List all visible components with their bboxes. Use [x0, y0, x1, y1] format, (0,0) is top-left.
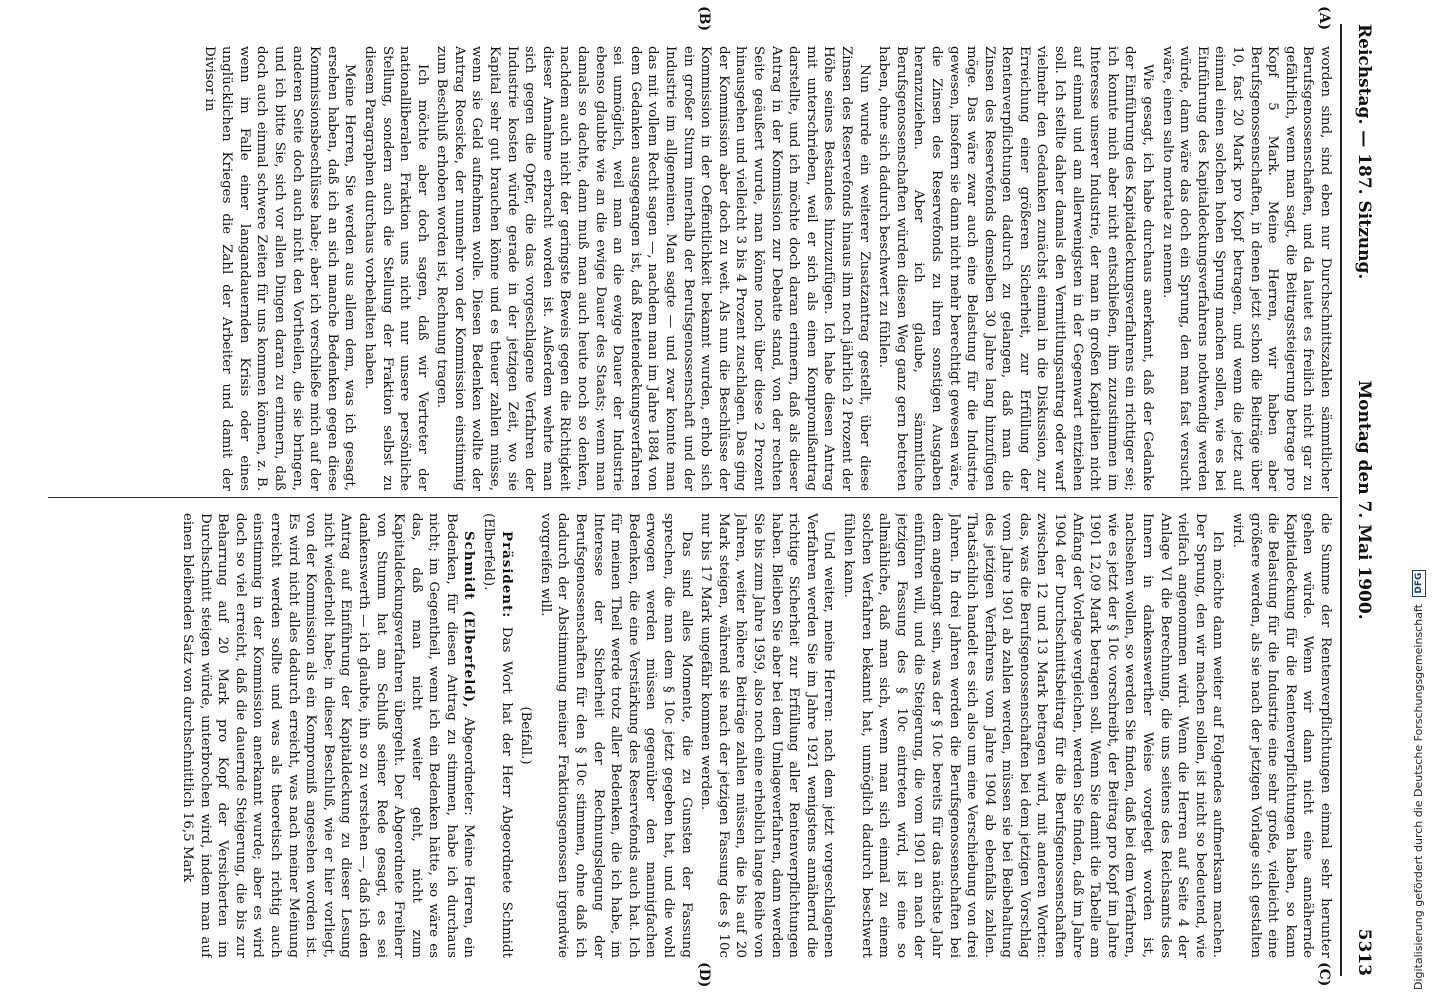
header-page-number: 5313 [1354, 928, 1374, 976]
header-rule [1340, 24, 1342, 976]
page-header [1344, 24, 1384, 976]
paragraph: Wie gesagt, ich habe durchaus anerkannt, daß der Gedanke der Einführung des Kapitaldeckungsverfahrens ein richtiger sei; ich konnte mich aber nicht entschließen, ihm zuzustimmen im Interesse unserer Industrie, der man in großen Kapitalien nicht auf einmal und am allerwenigsten in der Gegenwart entziehen soll. Ich stellte daher damals den Vermittlungsantrag oder warf vielmehr den Gedanken zunächst einmal in die Diskussion, zur Erreichung einer größeren Sicherheit, zur Erfüllung der Rentenverpflichtungen dadurch zu gelangen, daß man die Zinsen des Reservefonds demselben 30 Jahre lang hinzufügen möge. Das wäre zwar auch eine Belastung für die Industrie gewesen, insofern sie dann nicht mehr berechtigt gewesen wäre, die Zinsen des Reservefonds zu ihren sonstigen Ausgaben heranzuziehen. Aber ich glaube, sämmtliche Berufsgenossenschaften würden diesen Weg ganz gern betreten haben, ohne sich dadurch beschwert zu fühlen. [876, 46, 1156, 491]
speaker-name: Schmidt (Elberfeld), [461, 531, 478, 709]
paragraph: Nun wurde ein weiterer Zusatzantrag gestellt, über diese Zinsen des Reservefonds hinaus ihm noch jährlich 2 Prozent der Höhe seines Bestandes hinzuzufügen. Ich habe diesen Antrag mit unterschrieben, weil er sich als einen Kompromißantrag darstellte, und ich möchte doch daran erinnern, daß als dieser Antrag in der Kommission zur Debatte stand, von der rechten Seite geäußert wurde, man könne noch über diese 2 Prozent hinausgehen und vielleicht 3 bis 4 Prozent zuschlagen. Das ging der Kommission aber doch zu weit. Als nun die Beschlüsse der Kommission in der Oeffentlichkeit bekannt wurden, erhob sich ein großer Sturm innerhalb der Berufsgenossenschaft und der Industrie im allgemeinen. Man sagte — und zwar konnte man das mit vollem Recht sagen —, nachdem man im Jahre 1884 von dem Gedanken ausgegangen ist, daß Rentendeckungsverfahren sei unmöglich, weil man an die ewige Dauer der Industrie ebenso glaubte wie an die ewige Dauer des Staats; wenn man damals so dachte, dann muß man auch heute noch so denken, nachdem auch nicht der geringste Beweis gegen die Richtigkeit dieser Annahme erbracht worden ist. Außerdem wehrte man sich gegen die Opfer, die das vorgeschlagene Verfahren der Industrie kosten würde gerade in der jetzigen Zeit, wo sie Kapital sehr gut brauchen könne und es theuer zahlen müsse, wenn sie Geld aufnehmen wolle. Diesen Bedenken wollte der Antrag Roesicke, der nunmehr von der Kommission einstimmig zum Beschluß erhoben worden ist, Rechnung tragen. [434, 46, 872, 491]
paragraph: Das sind alles Momente, die zu Gunsten der Fassung sprechen, die man dem § 10c jetzt gegeben hat, und die wohl erwogen werden müssen gegenüber den mannigfachen Bedenken, die eine Verstärkung des Reservefonds auch hat. Ich für meinen Theil werde trotz aller Bedenken, die ich habe, im Interesse der Sicherheit der Rechnungslegung der Berufsgenossenschaften für den § 10c stimmen, ohne daß ich dadurch der Abstimmung meiner Fraktionsgenossen irgendwie vorgreifen will. [537, 513, 694, 958]
dfg-logo-icon: DFG [1412, 570, 1426, 597]
paragraph: Und weiter, meine Herren: nach dem jetzt vorgeschlagenen Verfahren werden Sie im Jahre 1921 wenigstens annähernd die richtige Sicherheit zur Erfüllung aller Rentenverpflichtungen haben. Bleiben Sie aber bei dem Umlageverfahren, dann werden Sie bis zum Jahre 1959, also noch eine erheblich lange Reihe von Jahren, weiter höhere Beiträge zahlen müssen, die bis auf 20 Mark steigen, während sie nach der jetzigen Fassung des § 10c nur bis 17 Mark ungefähr kommen werden. [698, 513, 837, 958]
left-column [49, 46, 1334, 491]
margin-mark-b: (B) [696, 6, 712, 32]
margin-mark-c: (C) [1316, 962, 1332, 987]
applause-note: (Beifall.) [518, 706, 534, 765]
margin-mark-d: (D) [696, 962, 712, 988]
header-date: Montag den 7. Mai 1900. [1354, 380, 1374, 620]
president-statement: Präsident: Das Wort hat der Herr Abgeordnete Schmidt (Elberfeld). [481, 513, 515, 958]
speaker-statement: Schmidt (Elberfeld), Abgeordneter: Meine Herren, ein Bedenken, für diesen Antrag zu stimmen, habe ich durchaus nicht; im Gegentheil, wenn ich ein Bedenken hätte, so wäre es das, daß man nicht weiter geht, nicht zum Kapitaldeckungsverfahren übergeht. Der Abgeordnete Freiherr von Stumm hat am Schluß seiner Rede gesagt, es sei dankenswerth — ich glaubte, ihn so zu verstehen —, daß ich den Antrag auf Einführung der Kapitaldeckung zu dieser Lesung nicht wiederholt habe; in dieser Beschluß, wie er hier vorliegt, von der Kommission als ein Kompromiß angesehen worden ist. Es wird nicht alles dadurch erreicht, was nach meiner Meinung erreicht werden sollte und was als theoretisch richtig auch einstimmig in der Kommission anerkannt wurde; aber es wird doch so viel erreicht, daß die dauernde Steigerung, die bis zur Beharrung auf 20 Mark pro Kopf der Versicherten im Durchschnitt steigen würde, unterbrochen wird, indem man auf einen bleibenden Satz von durchschnittlich 16,5 Mark [180, 513, 478, 958]
paragraph: Ich möchte dann weiter auf Folgendes aufmerksam machen. Der Sprung, den wir machen sollen, ist nicht so bedeutend, wie vielfach angenommen wird. Wenn die Herren auf Seite 4 der Anlage VI die Berechnung, die uns seitens des Reichsamts des Innern in dankenswerther Weise vorgelegt worden ist, nachsehen wollen, so werden Sie finden, daß bei dem Verfahren, wie es jetzt der § 10c vorschreibt, der Beitrag pro Kopf im Jahre 1901 12,09 Mark betragen soll. Wenn Sie damit die Tabelle am Anfang der Vorlage vergleichen, werden Sie finden, daß im Jahre 1904 der Durchschnittsbeitrag für die Berufsgenossenschaften zwischen 12 und 13 Mark betragen wird, mit anderen Worten: das, was die Berufsgenossenschaften bei dem jetzigen Vorschlag vom Jahre 1901 ab zahlen werden, müssen sie bei Beibehaltung des jetzigen Verfahrens vom Jahre 1904 ab ebenfalls zahlen. Thatsächlich handelt es sich also um eine Verschiebung von drei Jahren. In drei Jahren werden die Berufsgenossenschaften bei dem angelangt sein, was der § 10c bereits für das nächste Jahr einführen will, und die Steigerung, die vom 1901 an nach der jetzigen Fassung des § 10c eintreten wird, ist eine so allmähliche, daß man sich, wenn man sich einmal zu einem solchen Verfahren bekannt hat, unmöglich dadurch beschwert fühlen kann. [840, 513, 1226, 958]
speaker-name: Präsident: [498, 531, 515, 619]
right-column [49, 513, 1334, 958]
paragraph: die Summe der Rentenverpflichtungen einmal sehr herunter gehen würde. Wenn wir dann nicht eine annähernde Kapitaldeckung für die Rentenverpflichtungen haben, so kann die Belastung für die Industrie eine sehr große, vielleicht eine größere werden, als sie nach der jetzigen Vorlage sich gestalten wird. [1230, 513, 1333, 958]
paragraph: Ich möchte aber doch sagen, daß wir Vertreter der nationalliberalen Fraktion uns nicht nur unsere persönliche Stellung, sondern auch die Stellung der Fraktion selbst zu diesem Paragraphen durchaus vorbehalten haben. [361, 46, 430, 491]
digitization-credit [1404, 0, 1434, 1000]
credit-text: Digitalisierung gefördert durch die Deutsche Forschungsgemeinschaft [1412, 604, 1425, 990]
paragraph: worden sind, sind eben nur Durchschnittszahlen sämmtlicher Berufsgenossenschaften, und da lautet es freilich nicht gar zu gefährlich, wenn man sagt, die Beitragssteigerung betrage pro Kopf 5 Mark. Meine Herren, wir haben aber Berufsgenossenschaften, in denen jetzt schon die Beiträge über 10, fast 20 Mark pro Kopf betragen, und wenn die jetzt auf einmal einen solchen hohen Sprung machen sollen, wie es bei Einführung des Kapitaldeckungsverfahrens nothwendig werden würde, dann wäre das doch ein Sprung, den man fast versucht wäre, einen salto mortale zu nennen. [1159, 46, 1333, 491]
column-divider [48, 497, 1338, 498]
paragraph: Meine Herren, Sie werden aus allem dem, was ich gesagt, ersehen haben, daß ich an sich manche Bedenken gegen diese Kommissionsbeschlüsse habe; aber ich verschließe mich auf der anderen Seite doch auch nicht den Vortheilen, die sie bringen, und ich bitte Sie, sich vor allen Dingen daran zu erinnern, daß doch auch einmal schwere Zeiten für uns kommen können, z. B. wenn im Falle einer langandauernden Krisis oder eines unglücklichen Krieges die Zahl der Arbeiter und damit der Divisor in [201, 46, 358, 491]
header-title: Reichstag. — 187. Sitzung. [1354, 24, 1374, 280]
margin-mark-a: (A) [1316, 6, 1332, 31]
